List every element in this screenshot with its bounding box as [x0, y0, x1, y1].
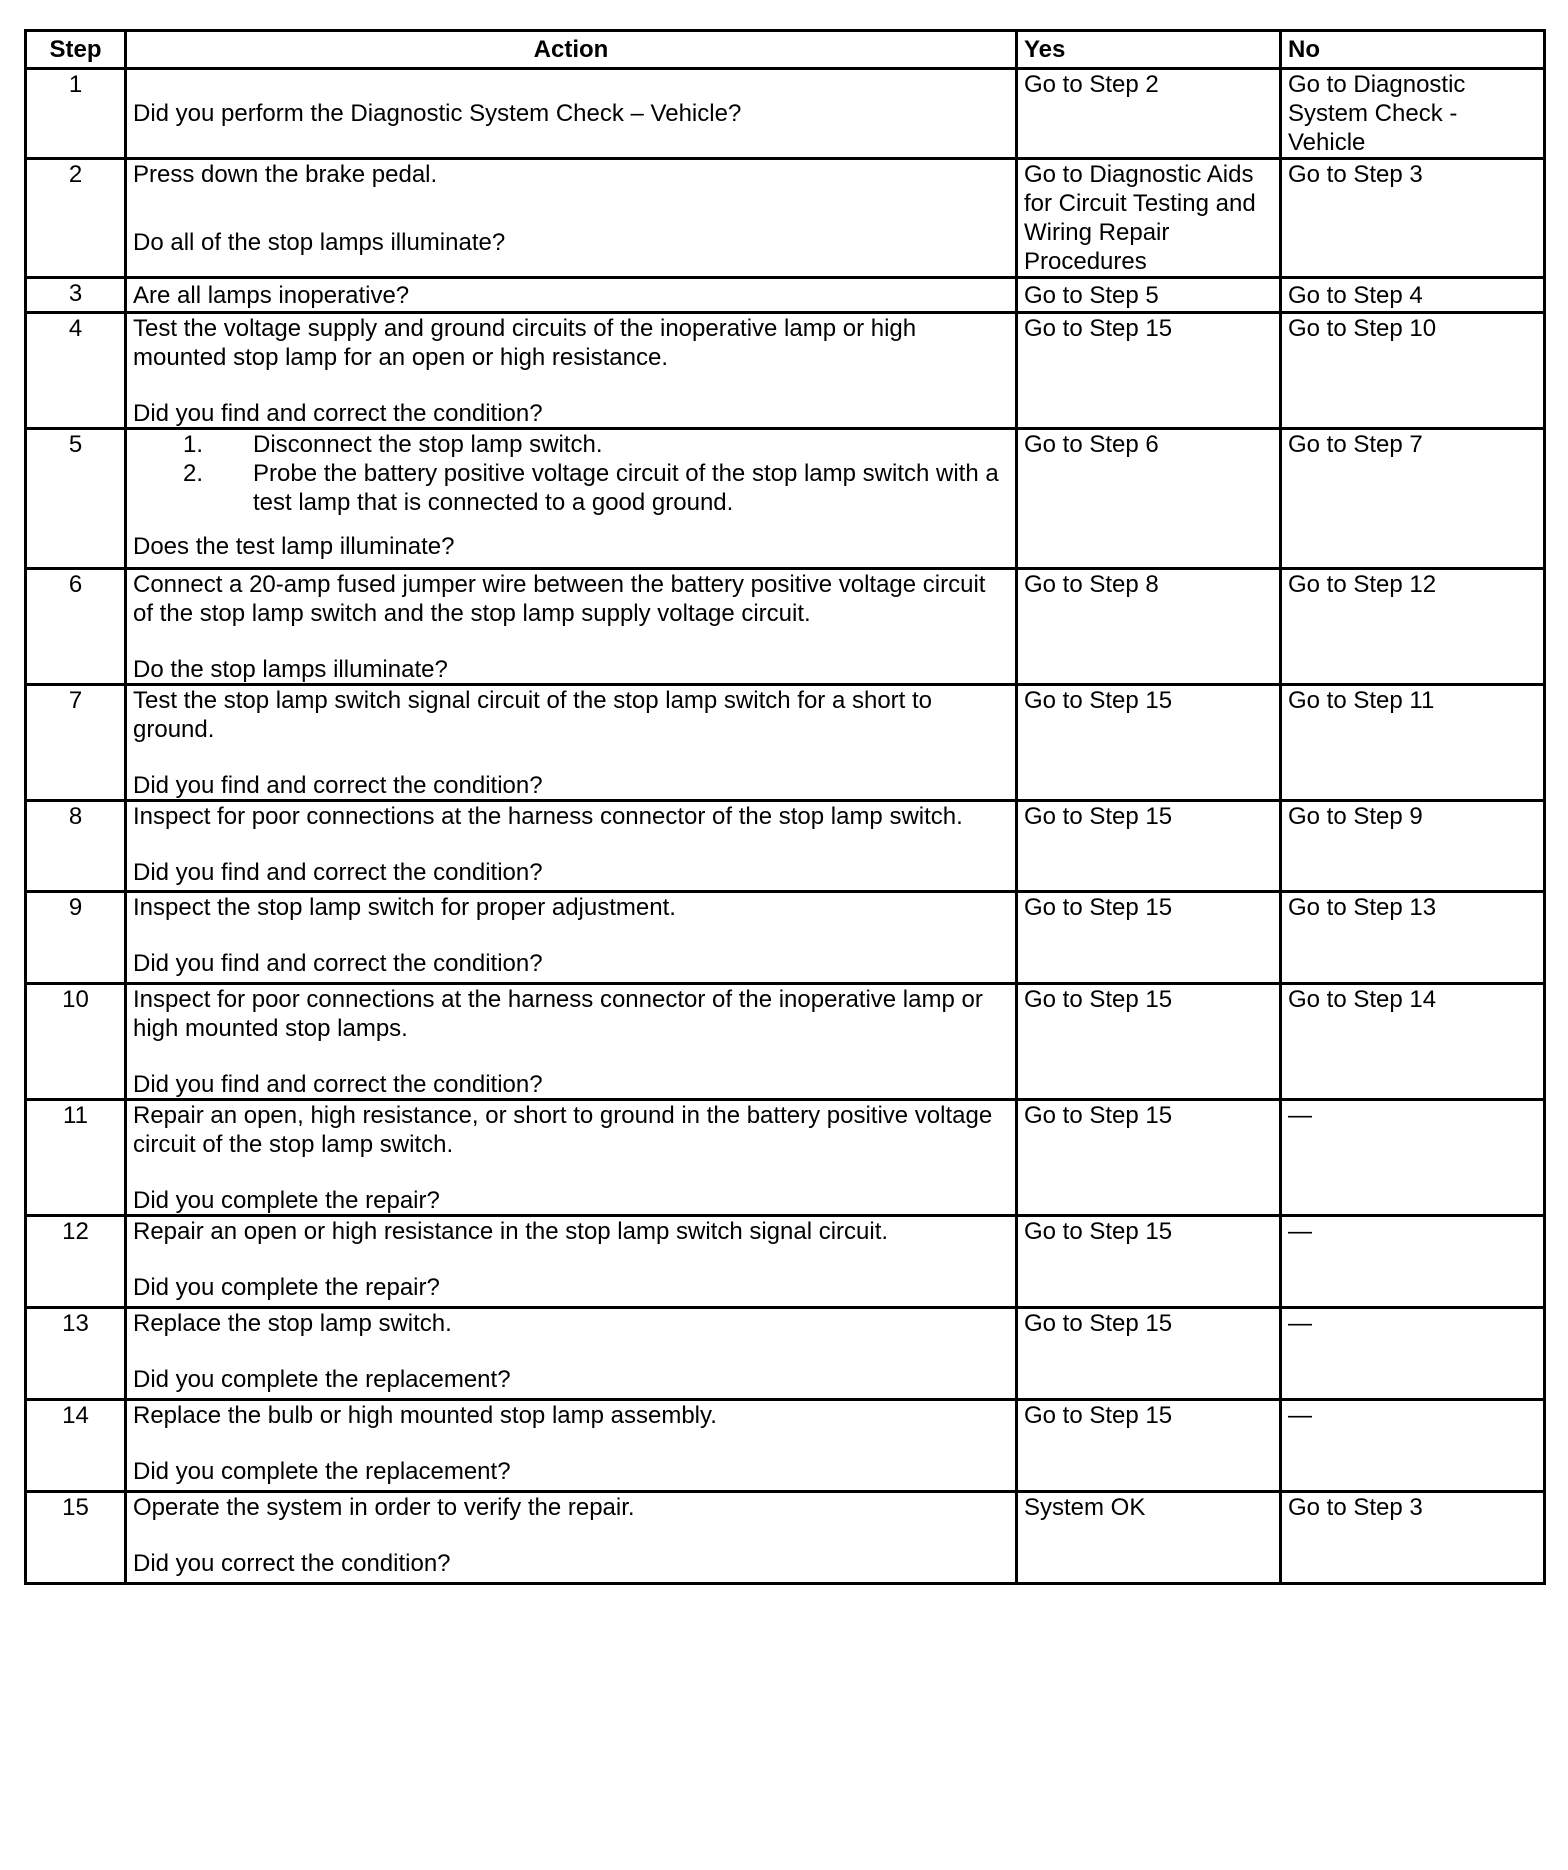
no-outcome: —: [1281, 1308, 1545, 1400]
yes-outcome: Go to Step 15: [1017, 313, 1281, 429]
action-question: Did you find and correct the condition?: [133, 1071, 543, 1098]
header-step: Step: [26, 31, 126, 69]
no-outcome: —: [1281, 1400, 1545, 1492]
yes-outcome: Go to Step 2: [1017, 69, 1281, 159]
no-outcome: Go to Diagnostic System Check - Vehicle: [1281, 69, 1545, 159]
no-outcome: Go to Step 13: [1281, 892, 1545, 984]
no-outcome: —: [1281, 1100, 1545, 1216]
yes-outcome: Go to Step 15: [1017, 1400, 1281, 1492]
yes-outcome: Go to Step 15: [1017, 685, 1281, 801]
step-number: 3: [26, 278, 126, 313]
table-row: [26, 69, 1545, 159]
no-outcome: Go to Step 7: [1281, 429, 1545, 569]
action-content: [133, 160, 1009, 257]
step-number: 4: [26, 313, 126, 429]
action-content: [133, 1101, 1009, 1214]
action-cell: [126, 1492, 1017, 1584]
step-number: 14: [26, 1400, 126, 1492]
action-cell: [126, 1308, 1017, 1400]
action-cell: [126, 801, 1017, 892]
action-cell: [126, 984, 1017, 1100]
action-cell: [126, 685, 1017, 801]
table-row: [26, 1400, 1545, 1492]
table-row: [26, 685, 1545, 801]
yes-outcome: Go to Step 15: [1017, 1100, 1281, 1216]
diagnostic-table: [24, 29, 1546, 1585]
action-question: Did you complete the replacement?: [133, 1458, 511, 1485]
action-content: [133, 802, 1009, 884]
yes-outcome: Go to Diagnostic Aids for Circuit Testing and Wiring Repair Procedures: [1017, 159, 1281, 278]
action-instruction: Press down the brake pedal.: [133, 161, 438, 188]
step-number: 2: [26, 159, 126, 278]
table-row: [26, 313, 1545, 429]
step-number: 7: [26, 685, 126, 801]
action-instruction: Test the voltage supply and ground circuits of the inoperative lamp or high mounted stop lamp for an open or high resistance.: [133, 315, 917, 371]
no-outcome: Go to Step 3: [1281, 159, 1545, 278]
action-cell: [126, 429, 1017, 569]
action-question: Does the test lamp illuminate?: [133, 533, 455, 560]
no-outcome: Go to Step 12: [1281, 569, 1545, 685]
substep-number: 1.: [182, 431, 203, 458]
action-cell: [126, 569, 1017, 685]
yes-outcome: Go to Step 15: [1017, 1308, 1281, 1400]
step-number: 6: [26, 569, 126, 685]
action-cell: [126, 1216, 1017, 1308]
action-instruction: Inspect for poor connections at the harness connector of the inoperative lamp or high mounted stop lamps.: [133, 986, 983, 1042]
action-content: [133, 430, 1009, 561]
action-instruction: Repair an open or high resistance in the stop lamp switch signal circuit.: [133, 1218, 889, 1245]
action-question: Did you find and correct the condition?: [133, 950, 543, 977]
header-no: No: [1281, 31, 1545, 69]
action-cell: [126, 313, 1017, 429]
action-question: Did you correct the condition?: [133, 1550, 451, 1577]
substep-item: [153, 459, 1009, 517]
yes-outcome: Go to Step 5: [1017, 278, 1281, 313]
action-cell: [126, 1100, 1017, 1216]
action-content: [133, 76, 1009, 151]
action-question: Did you complete the repair?: [133, 1274, 440, 1301]
table-row: [26, 801, 1545, 892]
yes-outcome: Go to Step 8: [1017, 569, 1281, 685]
step-number: 9: [26, 892, 126, 984]
action-content: [133, 686, 1009, 799]
table-row: [26, 892, 1545, 984]
table-row: [26, 1308, 1545, 1400]
table-row: [26, 569, 1545, 685]
table-row: [26, 1100, 1545, 1216]
action-instruction: Repair an open, high resistance, or short to ground in the battery positive voltage circuit of the stop lamp switch.: [133, 1102, 993, 1158]
no-outcome: Go to Step 9: [1281, 801, 1545, 892]
yes-outcome: Go to Step 15: [1017, 984, 1281, 1100]
substep-list: [133, 430, 1009, 517]
header-action: Action: [126, 31, 1017, 69]
step-number: 13: [26, 1308, 126, 1400]
substep-text: Probe the battery positive voltage circuit of the stop lamp switch with a test lamp that is connected to a good ground.: [253, 460, 999, 516]
yes-outcome: Go to Step 6: [1017, 429, 1281, 569]
table-row: [26, 278, 1545, 313]
yes-outcome: System OK: [1017, 1492, 1281, 1584]
no-outcome: —: [1281, 1216, 1545, 1308]
action-content: [133, 985, 1009, 1098]
step-number: 8: [26, 801, 126, 892]
action-cell: [126, 159, 1017, 278]
action-question: Did you find and correct the condition?: [133, 772, 543, 799]
yes-outcome: Go to Step 15: [1017, 1216, 1281, 1308]
action-content: [133, 570, 1009, 683]
header-row: [26, 31, 1545, 69]
action-question: Do the stop lamps illuminate?: [133, 656, 448, 683]
no-outcome: Go to Step 11: [1281, 685, 1545, 801]
action-content: [133, 1401, 1009, 1484]
action-question: Did you perform the Diagnostic System Check – Vehicle?: [133, 100, 742, 127]
yes-outcome: Go to Step 15: [1017, 801, 1281, 892]
table-row: [26, 1492, 1545, 1584]
no-outcome: Go to Step 10: [1281, 313, 1545, 429]
action-cell: [126, 1400, 1017, 1492]
step-number: 5: [26, 429, 126, 569]
table-row: [26, 159, 1545, 278]
no-outcome: Go to Step 3: [1281, 1492, 1545, 1584]
action-question: Did you find and correct the condition?: [133, 400, 543, 427]
table-body: [26, 69, 1545, 1584]
no-outcome: Go to Step 14: [1281, 984, 1545, 1100]
action-content: [133, 1493, 1009, 1576]
action-content: [133, 893, 1009, 976]
action-instruction: Operate the system in order to verify the repair.: [133, 1494, 635, 1521]
action-cell: [126, 892, 1017, 984]
action-content: [133, 282, 1009, 308]
action-cell: [126, 278, 1017, 313]
action-question: Are all lamps inoperative?: [133, 281, 410, 309]
action-instruction: Inspect for poor connections at the harness connector of the stop lamp switch.: [133, 803, 963, 830]
table-row: [26, 429, 1545, 569]
action-question: Did you complete the repair?: [133, 1187, 440, 1214]
substep-number: 2.: [182, 460, 203, 487]
action-content: [133, 1217, 1009, 1300]
table-row: [26, 1216, 1545, 1308]
header-yes: Yes: [1017, 31, 1281, 69]
substep-item: [153, 430, 1009, 459]
step-number: 15: [26, 1492, 126, 1584]
action-content: [133, 1309, 1009, 1392]
action-question: Do all of the stop lamps illuminate?: [133, 229, 506, 256]
action-instruction: Inspect the stop lamp switch for proper adjustment.: [133, 894, 676, 921]
action-instruction: Replace the bulb or high mounted stop lamp assembly.: [133, 1402, 717, 1429]
action-cell: [126, 69, 1017, 159]
step-number: 12: [26, 1216, 126, 1308]
action-question: Did you complete the replacement?: [133, 1366, 511, 1393]
action-instruction: Replace the stop lamp switch.: [133, 1310, 452, 1337]
substep-text: Disconnect the stop lamp switch.: [253, 431, 603, 458]
action-question: Did you find and correct the condition?: [133, 859, 543, 886]
no-outcome: Go to Step 4: [1281, 278, 1545, 313]
action-instruction: Test the stop lamp switch signal circuit of the stop lamp switch for a short to ground.: [133, 687, 933, 743]
yes-outcome: Go to Step 15: [1017, 892, 1281, 984]
table-row: [26, 984, 1545, 1100]
step-number: 10: [26, 984, 126, 1100]
action-instruction: Connect a 20-amp fused jumper wire between the battery positive voltage circuit of the stop lamp switch and the stop lamp supply voltage circuit.: [133, 571, 986, 627]
step-number: 1: [26, 69, 126, 159]
action-content: [133, 314, 1009, 427]
step-number: 11: [26, 1100, 126, 1216]
